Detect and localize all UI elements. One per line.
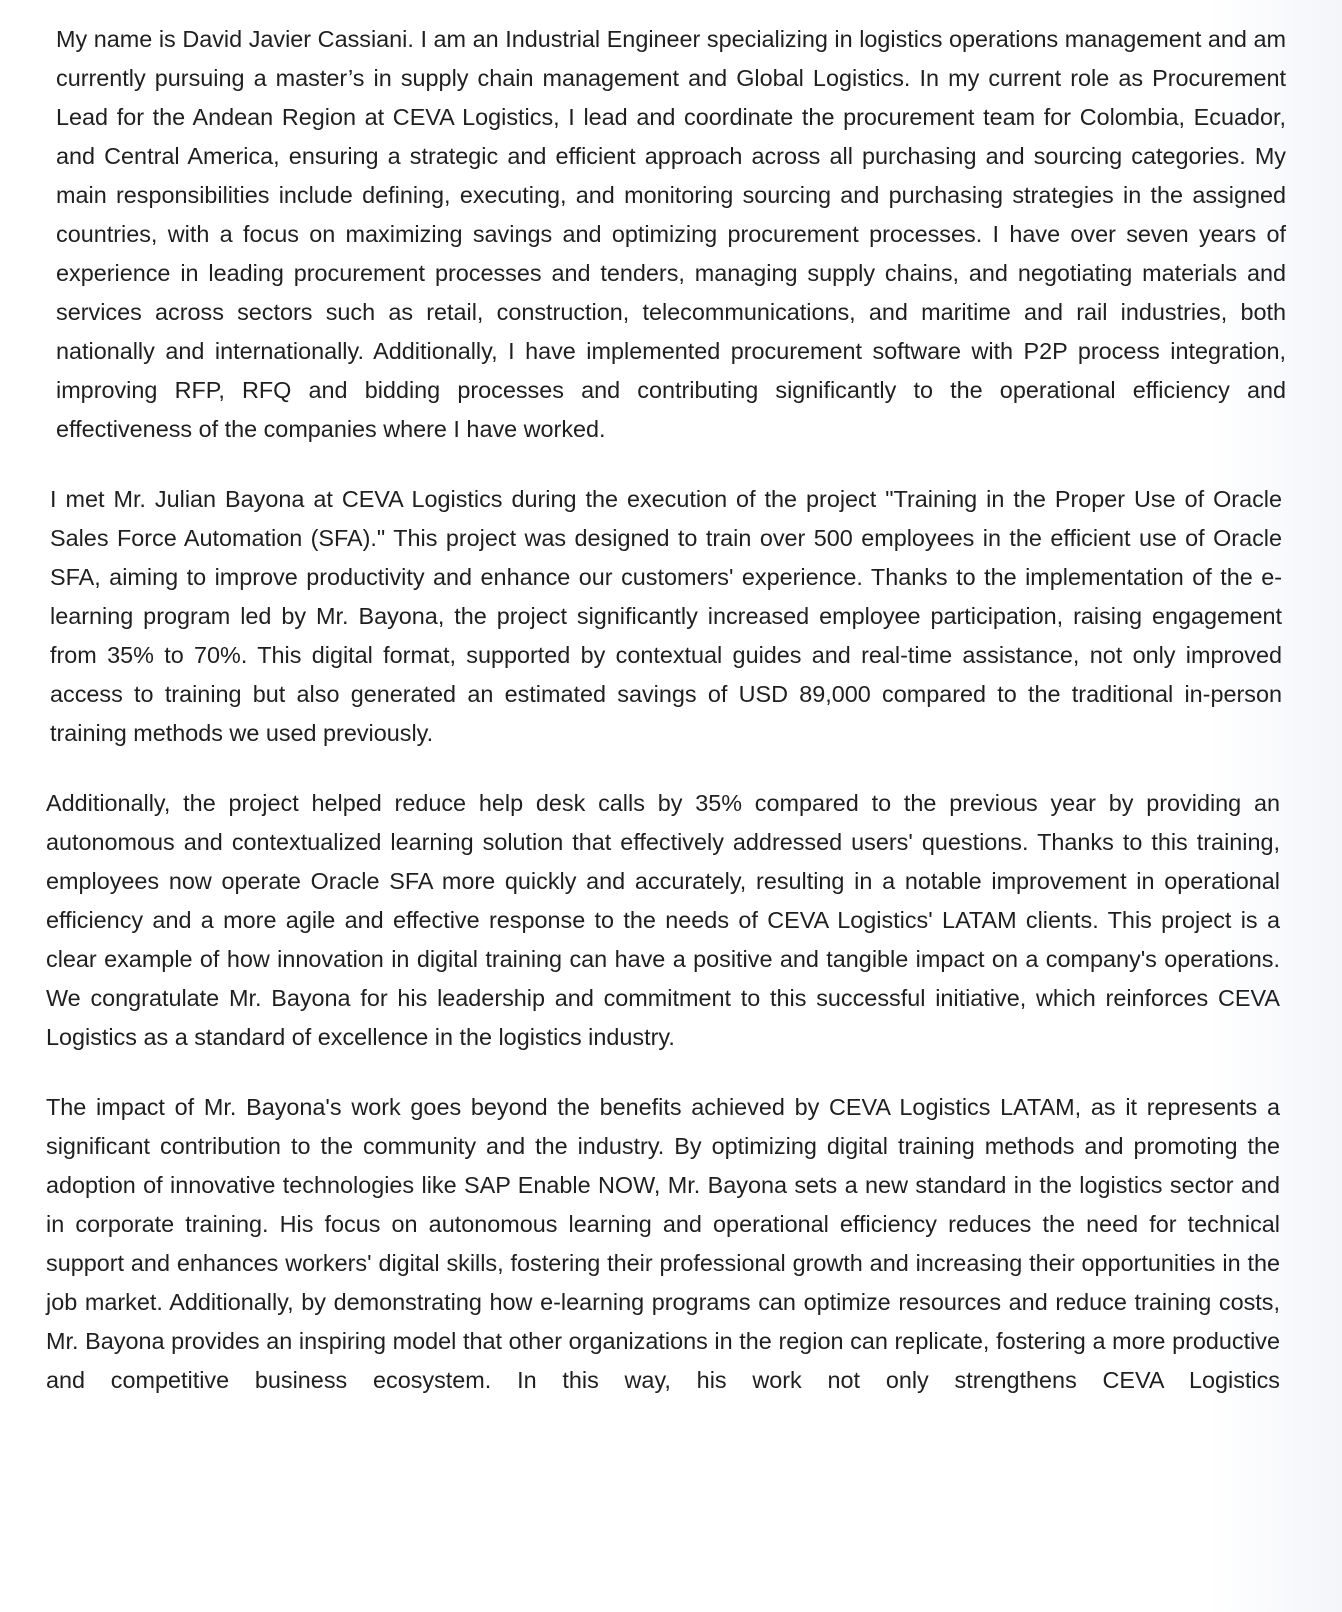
paragraph-project-results: Additionally, the project helped reduce help desk calls by 35% compared to the previous year by providing an autonomous and contextualized learning solution that effectively addressed users' questions. Thanks to this training, employees now operate Oracle SFA more quickly and accurately, resulting in a notable improvement in operational efficiency and a more agile and effective response to the needs of CEVA Logistics' LATAM clients. This project is a clear example of how innovation in digital training can have a positive and tangible impact on a company's operations. We congratulate Mr. Bayona for his leadership and commitment to this successful initiative, which reinforces CEVA Logistics as a standard of excellence in the logistics industry. <box>46 790 1280 1050</box>
paragraph-introduction: My name is David Javier Cassiani. I am an Industrial Engineer specializing in logistics operations management and am currently pursuing a master’s in supply chain management and Global Logistics. In my current role as Procurement Lead for the Andean Region at CEVA Logistics, I lead and coordinate the procurement team for Colombia, Ecuador, and Central America, ensuring a strategic and efficient approach across all purchasing and sourcing categories. My main responsibilities include defining, executing, and monitoring sourcing and purchasing strategies in the assigned countries, with a focus on maximizing savings and optimizing procurement processes. I have over seven years of experience in leading procurement processes and tenders, managing supply chains, and negotiating materials and services across sectors such as retail, construction, telecommunications, and maritime and rail industries, both nationally and internationally. Additionally, I have implemented procurement software with P2P process integration, improving RFP, RFQ and bidding processes and contributing significantly to the operational efficiency and effectiveness of the companies where I have worked. <box>56 26 1286 442</box>
paragraph-broader-impact: The impact of Mr. Bayona's work goes beyond the benefits achieved by CEVA Logistics LATAM, as it represents a significant contribution to the community and the industry. By optimizing digital training methods and promoting the adoption of innovative technologies like SAP Enable NOW, Mr. Bayona sets a new standard in the logistics sector and in corporate training. His focus on autonomous learning and operational efficiency reduces the need for technical support and enhances workers' digital skills, fostering their professional growth and increasing their opportunities in the job market. Additionally, by demonstrating how e-learning programs can optimize resources and reduce training costs, Mr. Bayona provides an inspiring model that other organizations in the region can replicate, fostering a more productive and competitive business ecosystem. In this way, his work not only strengthens CEVA Logistics <box>46 1094 1280 1393</box>
letter-body <box>46 20 1286 1400</box>
paragraph-project-description: I met Mr. Julian Bayona at CEVA Logistics during the execution of the project "Training in the Proper Use of Oracle Sales Force Automation (SFA)." This project was designed to train over 500 employees in the efficient use of Oracle SFA, aiming to improve productivity and enhance our customers' experience. Thanks to the implementation of the e-learning program led by Mr. Bayona, the project significantly increased employee participation, raising engagement from 35% to 70%. This digital format, supported by contextual guides and real-time assistance, not only improved access to training but also generated an estimated savings of USD 89,000 compared to the traditional in-person training methods we used previously. <box>50 486 1282 746</box>
